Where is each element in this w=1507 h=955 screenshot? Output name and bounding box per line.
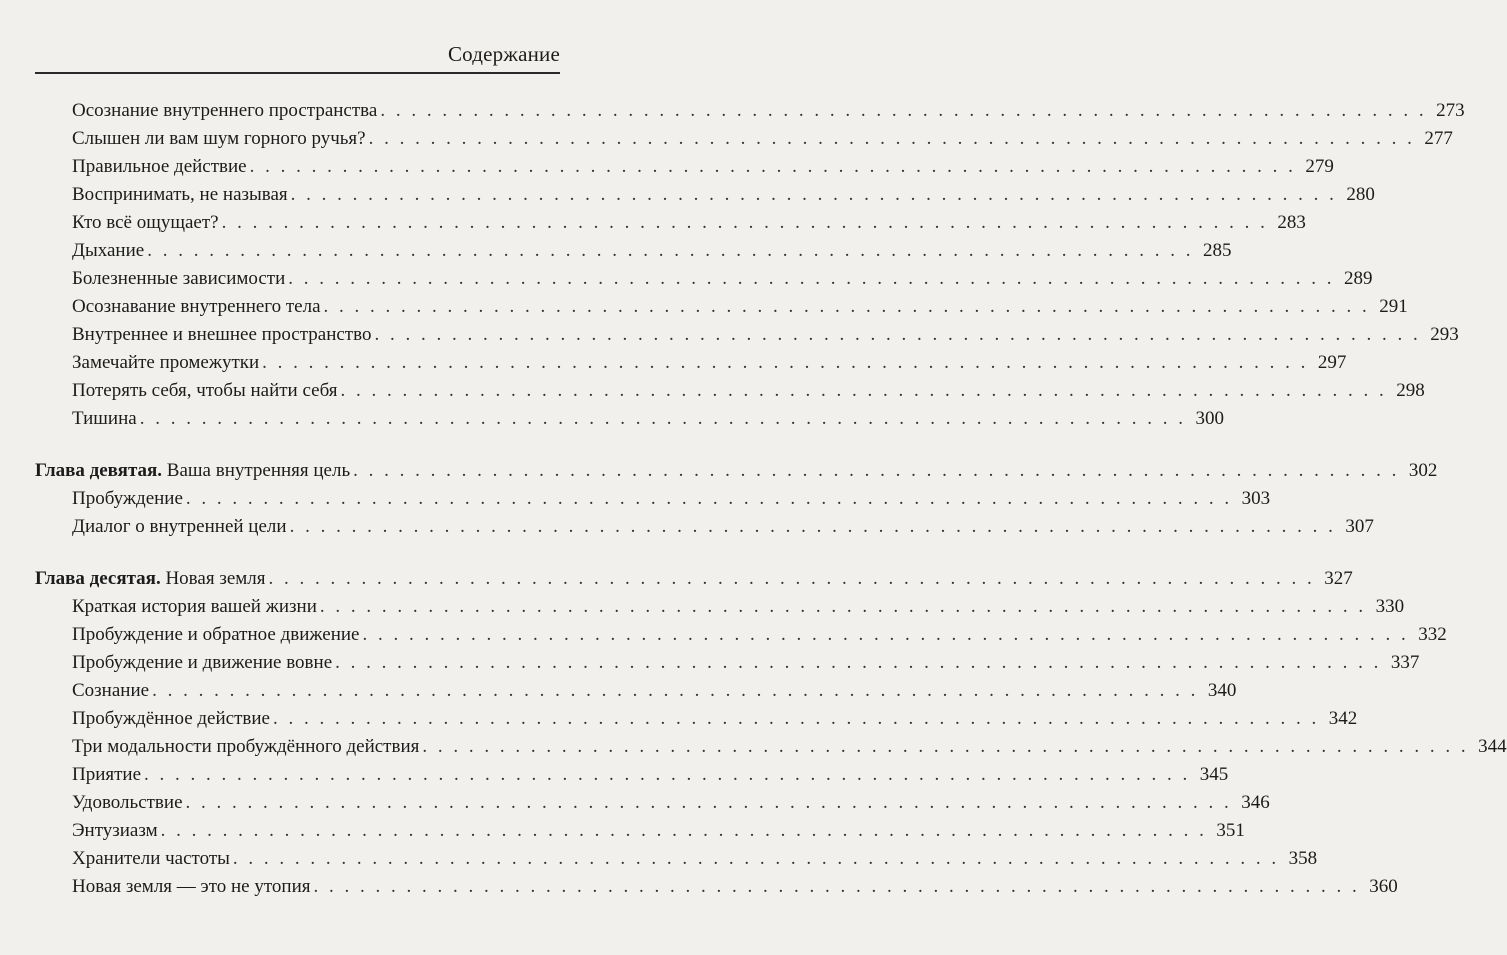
toc-entry[interactable] (72, 182, 1375, 208)
toc-entry-page: 285 (1202, 240, 1232, 261)
toc-entry-page: 360 (1369, 876, 1398, 897)
toc-entry[interactable] (72, 486, 1271, 512)
chapter-prefix: Глава девятая. (35, 460, 163, 481)
toc-entry[interactable] (72, 154, 1334, 180)
toc-entry-label: Потерять себя, чтобы найти себя (72, 380, 338, 401)
toc-entry-page: 279 (1305, 156, 1334, 177)
toc-entry-label: Кто всё ощущает? (72, 212, 219, 233)
leader-dots: . . . . . . . . . . . . . . . . . . . . . . . . . . . . . . . . . . . . . . . . . . . . . . . . . . . . . . . . . . . . . . . . . . . . (353, 460, 1400, 481)
toc-entry-page: 346 (1241, 792, 1270, 813)
toc-entry-page: 300 (1195, 408, 1224, 429)
toc-entry-label: Слышен ли вам шум горного ручья? (72, 128, 366, 149)
leader-dots: . . . . . . . . . . . . . . . . . . . . . . . . . . . . . . . . . . . . . . . . . . . . . . . . . . . . . . . . . . . . . . . . . . . . (380, 100, 1427, 121)
toc-entry-label: Приятие (72, 764, 142, 785)
page-header-title: Содержание (447, 42, 560, 66)
toc-entry-label: Осознавание внутреннего тела (72, 296, 321, 317)
toc-entry-page: 342 (1328, 708, 1358, 729)
chapter-prefix: Глава десятая. (35, 568, 161, 589)
toc-entry-page: 307 (1345, 516, 1374, 537)
toc-entry[interactable] (72, 322, 1459, 348)
toc-entry[interactable] (72, 294, 1408, 320)
leader-dots: . . . . . . . . . . . . . . . . . . . . . . . . . . . . . . . . . . . . . . . . . . . . . . . . . . . . . . . . . . . . . . . . . . . . (185, 488, 1233, 509)
leader-dots: . . . . . . . . . . . . . . . . . . . . . . . . . . . . . . . . . . . . . . . . . . . . . . . . . . . . . . . . . . . . . . . . . . . . (374, 324, 1421, 345)
toc-entry-label: Три модальности пробуждённого действия (72, 736, 420, 757)
toc-entry-page: 277 (1424, 128, 1453, 149)
leader-dots: . . . . . . . . . . . . . . . . . . . . . . . . . . . . . . . . . . . . . . . . . . . . . . . . . . . . . . . . . . . . . . . . . . . . (262, 352, 1309, 373)
toc-entry-page: 297 (1317, 352, 1347, 373)
leader-dots: . . . . . . . . . . . . . . . . . . . . . . . . . . . . . . . . . . . . . . . . . . . . . . . . . . . . . . . . . . . . . . . . . . . . (221, 212, 1268, 233)
leader-dots: . . . . . . . . . . . . . . . . . . . . . . . . . . . . . . . . . . . . . . . . . . . . . . . . . . . . . . . . . . . . . . . . . . . . (185, 792, 1232, 813)
toc-entry-page: 345 (1199, 764, 1229, 785)
toc-entry-label: Правильное действие (72, 156, 247, 177)
toc-entry-label: Внутреннее и внешнее пространство (72, 324, 372, 345)
toc-entry-page: 303 (1241, 488, 1271, 509)
toc-entry-label: Энтузиазм (72, 820, 158, 841)
toc-chapter-heading[interactable] (35, 566, 1353, 592)
toc-entry-page: 291 (1379, 296, 1408, 317)
leader-dots: . . . . . . . . . . . . . . . . . . . . . . . . . . . . . . . . . . . . . . . . . . . . . . . . . . . . . . . . . . . . . . . . . . . . (362, 624, 1409, 645)
chapter-title: Ваша внутренняя цель (162, 460, 351, 481)
toc-chapter-label (35, 566, 266, 592)
toc-entry[interactable] (72, 874, 1398, 900)
leader-dots: . . . . . . . . . . . . . . . . . . . . . . . . . . . . . . . . . . . . . . . . . . . . . . . . . . . . . . . . . . . . . . . . . . . . (272, 708, 1320, 729)
toc-entry-label: Болезненные зависимости (72, 268, 286, 289)
leader-dots: . . . . . . . . . . . . . . . . . . . . . . . . . . . . . . . . . . . . . . . . . . . . . . . . . . . . . . . . . . . . . . . . . . . . (289, 516, 1336, 537)
chapter-title: Новая земля (160, 568, 266, 589)
toc-entry[interactable] (72, 790, 1270, 816)
toc-entry-label: Осознание внутреннего пространства (72, 100, 378, 121)
toc-chapter-heading[interactable] (35, 458, 1438, 484)
toc-entry-page: 289 (1344, 268, 1373, 289)
toc-entry-label: Воспринимать, не называя (72, 184, 288, 205)
toc-entry-page: 283 (1277, 212, 1306, 233)
leader-dots: . . . . . . . . . . . . . . . . . . . . . . . . . . . . . . . . . . . . . . . . . . . . . . . . . . . . . . . . . . . . . . . . . . . . (268, 568, 1315, 589)
leader-dots: . . . . . . . . . . . . . . . . . . . . . . . . . . . . . . . . . . . . . . . . . . . . . . . . . . . . . . . . . . . . . . . . . . . . (422, 736, 1469, 757)
toc-entry-label: Новая земля — это не утопия (72, 876, 311, 897)
leader-dots: . . . . . . . . . . . . . . . . . . . . . . . . . . . . . . . . . . . . . . . . . . . . . . . . . . . . . . . . . . . . . . . . . . . . (335, 652, 1382, 673)
toc-entry-label: Замечайте промежутки (72, 352, 260, 373)
toc-entry-label: Пробуждение и обратное движение (72, 624, 360, 645)
leader-dots: . . . . . . . . . . . . . . . . . . . . . . . . . . . . . . . . . . . . . . . . . . . . . . . . . . . . . . . . . . . . . . . . . . . . (313, 876, 1360, 897)
toc-entry[interactable] (72, 818, 1245, 844)
leader-dots: . . . . . . . . . . . . . . . . . . . . . . . . . . . . . . . . . . . . . . . . . . . . . . . . . . . . . . . . . . . . . . . . . . . . (340, 380, 1387, 401)
toc-entry-label: Сознание (72, 680, 150, 701)
leader-dots: . . . . . . . . . . . . . . . . . . . . . . . . . . . . . . . . . . . . . . . . . . . . . . . . . . . . . . . . . . . . . . . . . . . . (160, 820, 1207, 841)
toc-entry[interactable] (72, 594, 1405, 620)
toc-entry[interactable] (72, 762, 1229, 788)
toc-entry[interactable] (72, 406, 1224, 432)
toc-entry-page: 337 (1390, 652, 1420, 673)
toc-entry[interactable] (72, 98, 1465, 124)
toc-entry-page: 327 (1324, 568, 1353, 589)
toc-entry-page: 358 (1288, 848, 1318, 869)
leader-dots: . . . . . . . . . . . . . . . . . . . . . . . . . . . . . . . . . . . . . . . . . . . . . . . . . . . . . . . . . . . . . . . . . . . . (144, 764, 1191, 785)
toc-entry-label: Диалог о внутренней цели (72, 516, 287, 537)
toc-entry[interactable] (72, 266, 1373, 292)
leader-dots: . . . . . . . . . . . . . . . . . . . . . . . . . . . . . . . . . . . . . . . . . . . . . . . . . . . . . . . . . . . . . . . . . . . . (232, 848, 1280, 869)
leader-dots: . . . . . . . . . . . . . . . . . . . . . . . . . . . . . . . . . . . . . . . . . . . . . . . . . . . . . . . . . . . . . . . . . . . . (319, 596, 1367, 617)
leader-dots: . . . . . . . . . . . . . . . . . . . . . . . . . . . . . . . . . . . . . . . . . . . . . . . . . . . . . . . . . . . . . . . . . . . . (249, 156, 1296, 177)
toc-entry[interactable] (72, 678, 1237, 704)
toc-entry-label: Пробуждённое действие (72, 708, 270, 729)
toc-entry-page: 332 (1418, 624, 1447, 645)
toc-entry-page: 344 (1478, 736, 1507, 757)
toc-entry[interactable] (72, 210, 1306, 236)
toc-entry-page: 273 (1436, 100, 1465, 121)
toc-entry-page: 351 (1216, 820, 1245, 841)
leader-dots: . . . . . . . . . . . . . . . . . . . . . . . . . . . . . . . . . . . . . . . . . . . . . . . . . . . . . . . . . . . . . . . . . . . . (147, 240, 1194, 261)
toc-entry[interactable] (72, 622, 1447, 648)
leader-dots: . . . . . . . . . . . . . . . . . . . . . . . . . . . . . . . . . . . . . . . . . . . . . . . . . . . . . . . . . . . . . . . . . . . . (368, 128, 1415, 149)
toc-entry-page: 302 (1408, 460, 1438, 481)
toc-entry[interactable] (72, 706, 1358, 732)
toc-entry-page: 293 (1430, 324, 1459, 345)
toc-entry-label: Дыхание (72, 240, 145, 261)
toc-entry-page: 280 (1346, 184, 1375, 205)
leader-dots: . . . . . . . . . . . . . . . . . . . . . . . . . . . . . . . . . . . . . . . . . . . . . . . . . . . . . . . . . . . . . . . . . . . . (139, 408, 1186, 429)
leader-dots: . . . . . . . . . . . . . . . . . . . . . . . . . . . . . . . . . . . . . . . . . . . . . . . . . . . . . . . . . . . . . . . . . . . . (290, 184, 1337, 205)
toc-entry[interactable] (72, 514, 1374, 540)
toc-entry-page: 340 (1207, 680, 1237, 701)
toc-entry-label: Пробуждение (72, 488, 183, 509)
toc-entry[interactable] (72, 846, 1318, 872)
toc-entry-label: Удовольствие (72, 792, 183, 813)
toc-entry[interactable] (72, 350, 1347, 376)
leader-dots: . . . . . . . . . . . . . . . . . . . . . . . . . . . . . . . . . . . . . . . . . . . . . . . . . . . . . . . . . . . . . . . . . . . . (323, 296, 1370, 317)
toc-entry-label: Краткая история вашей жизни (72, 596, 317, 617)
toc-entry-page: 330 (1375, 596, 1405, 617)
leader-dots: . . . . . . . . . . . . . . . . . . . . . . . . . . . . . . . . . . . . . . . . . . . . . . . . . . . . . . . . . . . . . . . . . . . . (152, 680, 1199, 701)
leader-dots: . . . . . . . . . . . . . . . . . . . . . . . . . . . . . . . . . . . . . . . . . . . . . . . . . . . . . . . . . . . . . . . . . . . . (288, 268, 1335, 289)
toc-entry-label: Хранители частоты (72, 848, 230, 869)
toc-entry-page: 298 (1396, 380, 1425, 401)
toc-entry[interactable] (72, 734, 1507, 760)
toc-entry[interactable] (72, 126, 1453, 152)
toc-chapter-label (35, 458, 350, 484)
toc-entry-label: Пробуждение и движение вовне (72, 652, 333, 673)
toc-entry[interactable] (72, 378, 1425, 404)
toc-entry[interactable] (72, 650, 1420, 676)
toc-entry[interactable] (72, 238, 1232, 264)
toc-entry-label: Тишина (72, 408, 137, 429)
running-header (35, 38, 560, 74)
